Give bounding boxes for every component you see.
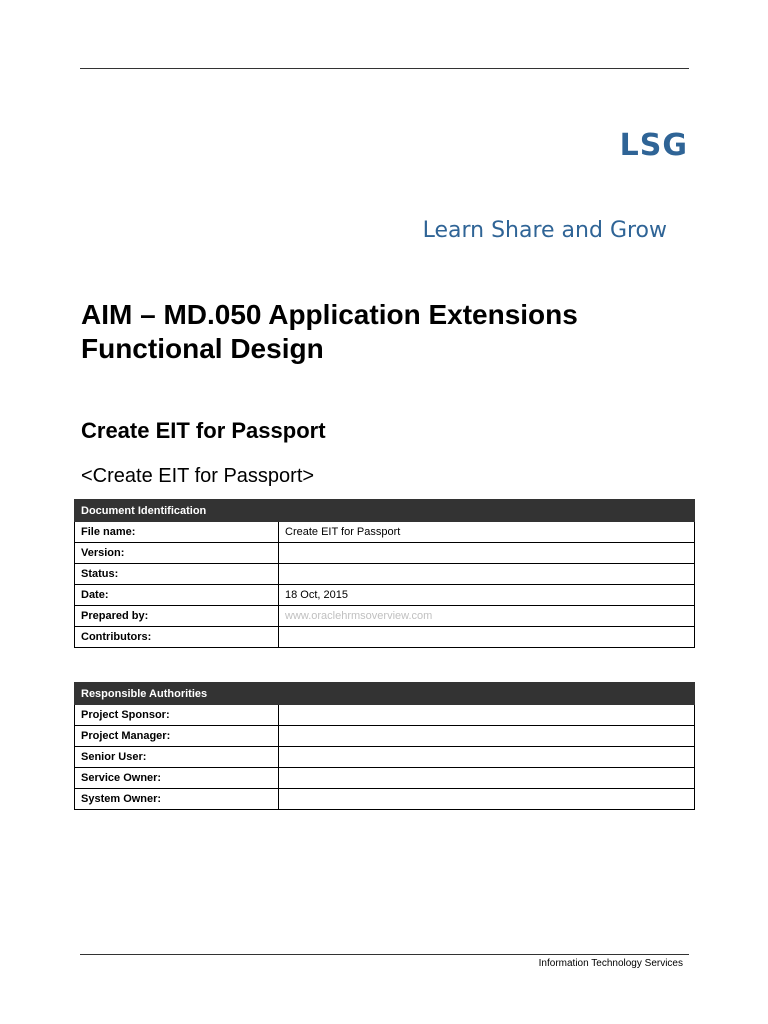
senior-user-value	[279, 747, 695, 768]
document-identification-table	[74, 499, 695, 648]
service-owner-value	[279, 768, 695, 789]
table-row	[75, 789, 695, 810]
row-label: System Owner:	[75, 789, 279, 810]
responsible-authorities-table	[74, 682, 695, 810]
row-label: Prepared by:	[75, 606, 279, 627]
document-title-line2: Functional Design	[81, 333, 324, 364]
row-label: Date:	[75, 585, 279, 606]
table-row	[75, 606, 695, 627]
contributors-value	[279, 627, 695, 648]
row-label: Senior User:	[75, 747, 279, 768]
table-row	[75, 726, 695, 747]
date-value: 18 Oct, 2015	[279, 585, 695, 606]
table-row	[75, 768, 695, 789]
brand-logo-text: LSG	[619, 128, 688, 163]
footer-rule	[80, 954, 689, 955]
version-value	[279, 543, 695, 564]
document-title	[81, 298, 681, 366]
responsible-authorities-header: Responsible Authorities	[75, 683, 695, 705]
table-header-row	[75, 500, 695, 522]
table-row	[75, 522, 695, 543]
row-label: Version:	[75, 543, 279, 564]
prepared-by-value: www.oraclehrmsoverview.com	[279, 606, 695, 627]
row-label: Project Sponsor:	[75, 705, 279, 726]
system-owner-value	[279, 789, 695, 810]
row-label: Status:	[75, 564, 279, 585]
row-label: Service Owner:	[75, 768, 279, 789]
table-row	[75, 747, 695, 768]
table-row	[75, 564, 695, 585]
table-row	[75, 705, 695, 726]
project-manager-value	[279, 726, 695, 747]
header-rule	[80, 68, 689, 69]
table-header-row	[75, 683, 695, 705]
document-title-line1: AIM – MD.050 Application Extensions	[81, 299, 578, 330]
row-label: Project Manager:	[75, 726, 279, 747]
status-value	[279, 564, 695, 585]
row-label: File name:	[75, 522, 279, 543]
row-label: Contributors:	[75, 627, 279, 648]
table-row	[75, 543, 695, 564]
footer-text: Information Technology Services	[538, 958, 683, 969]
project-sponsor-value	[279, 705, 695, 726]
file-name-value: Create EIT for Passport	[279, 522, 695, 543]
document-subtitle-placeholder: <Create EIT for Passport>	[81, 465, 315, 487]
table-row	[75, 627, 695, 648]
document-subtitle: Create EIT for Passport	[81, 418, 326, 443]
document-identification-header: Document Identification	[75, 500, 695, 522]
table-row	[75, 585, 695, 606]
brand-tagline: Learn Share and Grow	[422, 218, 667, 243]
